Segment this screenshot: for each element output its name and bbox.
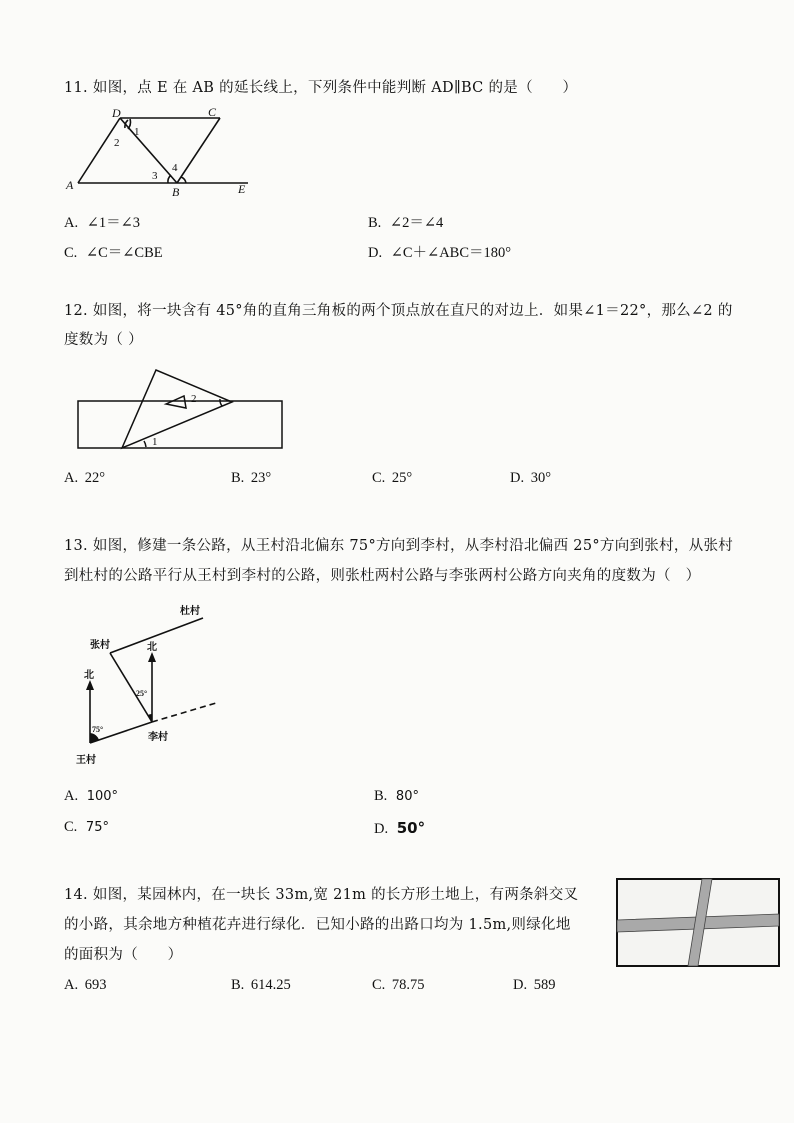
q11-label-C: C (208, 105, 217, 119)
q11-option-a[interactable] (64, 211, 140, 232)
q14-stem (64, 880, 578, 910)
q12-stem-line-1: 如图，将一块含有 45°角的直角三角板的两个顶点放在直尺的对边上．如果∠1＝22°，那么∠2 的 (92, 303, 733, 319)
q13-north-arrow-2 (148, 652, 156, 662)
q13-label-du: 杜村 (180, 606, 200, 617)
q13-label-75: 75° (92, 725, 104, 734)
q13-figure (70, 600, 230, 770)
q13-option-c-text: 75° (85, 820, 109, 835)
q11-option-c-key: C. (64, 245, 78, 261)
q13-stem-line-2: 到杜村的公路平行从王村到李村的公路，则张杜两村公路与李张两村公路方向夹角的度数为（ ） (64, 568, 701, 584)
q12-stem-2 (64, 325, 143, 355)
q13-stem-2 (64, 561, 700, 591)
q12-option-a-key: A. (64, 470, 79, 486)
q12-number: 12. (64, 303, 88, 319)
q12-stem (64, 296, 733, 326)
q13-option-b-key: B. (374, 788, 388, 804)
q12-option-d-text: 30° (530, 470, 552, 486)
q12-option-c-key: C. (372, 470, 386, 486)
q13-option-d[interactable] (374, 819, 425, 838)
q13-option-d-text: 50° (396, 819, 426, 837)
q14-stem-2 (64, 910, 571, 940)
q12-option-a[interactable] (64, 470, 105, 487)
q11-figure (62, 105, 262, 200)
q13-option-d-key: D. (374, 821, 389, 837)
q11-option-d-text: ∠C＋∠ABC＝180° (390, 245, 512, 261)
q13-option-a-text: 100° (86, 789, 119, 804)
q14-stem-line-1: 如图，某园林内，在一块长 33m,宽 21m 的长方形土地上，有两条斜交叉 (92, 887, 579, 903)
q14-option-a-text: 693 (84, 977, 107, 993)
q13-label-north-1: 北 (84, 670, 94, 681)
q13-north-arrow-1 (86, 680, 94, 690)
q14-figure (616, 878, 780, 968)
q11-angle-1: 1 (134, 126, 140, 138)
q14-stem-3 (64, 940, 182, 970)
q13-label-zhang: 张村 (90, 640, 110, 651)
q14-stem-line-3: 的面积为（ ） (64, 947, 183, 963)
q11-option-d-key: D. (368, 245, 383, 261)
q13-option-a[interactable] (64, 788, 118, 805)
q11-stem (64, 73, 577, 103)
q14-option-a[interactable] (64, 977, 106, 994)
q13-number: 13. (64, 538, 88, 554)
q13-stem-line-1: 如图，修建一条公路，从王村沿北偏东 75°方向到李村，从李村沿北偏西 25°方向到张村，从张村 (92, 538, 734, 554)
q11-option-c-text: ∠C＝∠CBE (85, 245, 163, 261)
q11-option-b-text: ∠2＝∠4 (389, 215, 444, 231)
q11-option-c[interactable] (64, 241, 163, 262)
q14-option-b[interactable] (231, 977, 291, 994)
q14-option-b-key: B. (231, 977, 245, 993)
q11-option-a-key: A. (64, 215, 79, 231)
q12-stem-line-2: 度数为（ ） (64, 332, 143, 348)
q12-option-b-text: 23° (250, 470, 272, 486)
q13-option-c[interactable] (64, 819, 109, 836)
q14-option-d-text: 589 (533, 977, 556, 993)
q11-label-E: E (238, 182, 246, 196)
q14-option-c[interactable] (372, 977, 425, 994)
q14-stem-line-2: 的小路，其余地方种植花卉进行绿化．已知小路的出路口均为 1.5m,则绿化地 (64, 917, 571, 933)
q11-label-D: D (112, 106, 121, 120)
q14-option-c-key: C. (372, 977, 386, 993)
q13-angle-25-marker (148, 714, 152, 722)
q11-angle-2: 2 (114, 137, 120, 149)
q11-angle-4: 4 (172, 162, 178, 174)
q13-label-25: 25° (136, 689, 148, 698)
q12-option-c[interactable] (372, 470, 412, 487)
q12-option-d-key: D. (510, 470, 525, 486)
q14-number: 14. (64, 887, 88, 903)
q14-option-d-key: D. (513, 977, 528, 993)
q13-label-li: 李村 (148, 732, 168, 743)
q13-option-c-key: C. (64, 819, 78, 835)
q14-option-c-text: 78.75 (391, 977, 425, 993)
q11-label-A: A (66, 178, 74, 192)
q13-label-wang: 王村 (76, 755, 96, 766)
q11-label-B: B (172, 185, 180, 199)
q11-option-b-key: B. (368, 215, 382, 231)
q12-option-c-text: 25° (391, 470, 413, 486)
q14-option-a-key: A. (64, 977, 79, 993)
q11-stem-line-1: 如图，点 E 在 AB 的延长线上，下列条件中能判断 AD∥BC 的是（ ） (92, 80, 578, 96)
q12-option-b-key: B. (231, 470, 245, 486)
q13-option-b[interactable] (374, 788, 419, 805)
q11-angle-3: 3 (152, 170, 158, 182)
q12-option-b[interactable] (231, 470, 271, 487)
q11-option-a-text: ∠1＝∠3 (86, 215, 141, 231)
q13-option-a-key: A. (64, 788, 79, 804)
q11-option-b[interactable] (368, 211, 443, 232)
q13-angle-75-marker (90, 733, 99, 743)
q12-option-a-text: 22° (84, 470, 106, 486)
q13-stem (64, 531, 733, 561)
q12-angle-1: 1 (152, 436, 158, 448)
q11-number: 11. (64, 80, 88, 96)
q14-option-b-text: 614.25 (250, 977, 291, 993)
q12-option-d[interactable] (510, 470, 551, 487)
q13-label-north-2: 北 (147, 642, 157, 653)
q11-option-d[interactable] (368, 241, 511, 262)
q12-angle-2: 2 (191, 393, 197, 405)
q13-option-b-text: 80° (395, 789, 419, 804)
q12-figure (74, 365, 289, 455)
q14-option-d[interactable] (513, 977, 555, 994)
